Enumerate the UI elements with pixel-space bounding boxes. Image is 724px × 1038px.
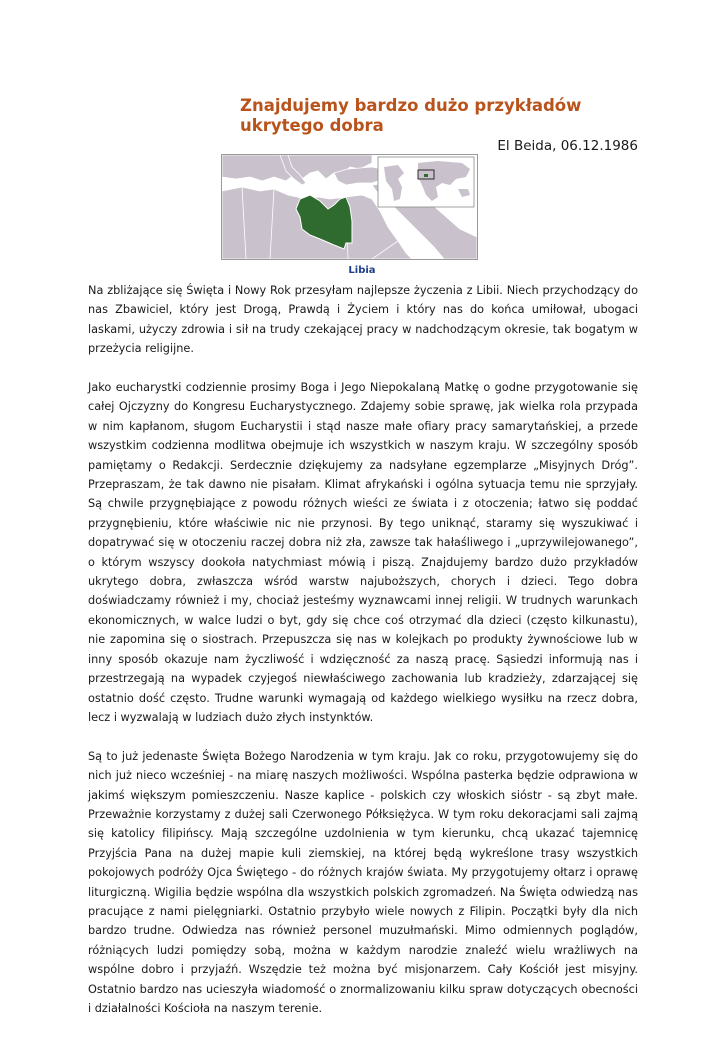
paragraph-3: Są to już jedenaste Święta Bożego Narodzenia w tym kraju. Jak co roku, przygotowujemy się do nich już nieco wcześniej - na miarę naszych możliwości. Wspólna pasterka będzie odprawiona w jakimś większym pomieszczeniu. Nasze kaplice - polskich czy włoskich sióstr - są zbyt małe. Przeważnie korzystamy z dużej sali Czerwonego Półksiężyca. W tym roku dekoracjami sali zajmą się katolicy filipińscy. Mają szczególne uzdolnienia w tym kierunku, chcą ukazać tajemnicę Przyjścia Pana na dużej mapie kuli ziemskiej, na której będą wykreślone trasy wszystkich pokojowych podróży Ojca Świętego - do różnych krajów świata. My przygotujemy ołtarz i oprawę liturgiczną. Wigilia będzie wspólna dla wszystkich polskich zgromadzeń. Na Święta odwiedzą nas pracujące z nami pielęgniarki. Ostatnio przybyło wiele nowych z Filipin. Początki były dla nich bardzo trudne. Odwiedza nas również personel muzułmański. Mimo odmiennych poglądów, różniących ludzi pomiędzy sobą, można w każdym narodzie znaleźć wielu wrażliwych na wspólne dobro i przyjaźń. Wszędzie też można być misjonarzem. Cały Kościół jest misyjny. Ostatnio bardzo nas ucieszyła wiadomość o znormalizowaniu kilku spraw dotyczących obecności i działalności Kościoła na naszym terenie. <box>88 749 638 1015</box>
map-graphic <box>222 155 477 259</box>
inset-libya-dot <box>424 174 428 177</box>
paragraph-1: Na zbliżające się Święta i Nowy Rok przesyłam najlepsze życzenia z Libii. Niech przychodzący do nas Zbawiciel, który jest Drogą, Prawdą i Życiem i który nas do końca umiłował, ubogaci laskami, użyczy zdrowia i sił na trudy czekającej pracy w nadchodzącym okresie, tak bogatym w przeżycia religijne. <box>88 284 638 356</box>
paragraph-2: Jako eucharystki codziennie prosimy Boga i Jego Niepokalaną Matkę o godne przygotowanie się całej Ojczyzny do Kongresu Eucharystycznego. Zdajemy sobie sprawę, jak wielka rola przypada w nim kapłanom, sługom Eucharystii i stąd nasze małe ofiary pracy samarytańskiej, a przede wszystkim codzienna modlitwa obejmuje ich wszystkich w naszym kraju. W szczególny sposób pamiętamy o Redakcji. Serdecznie dziękujemy za nadsyłane egzemplarze „Misyjnych Dróg”. Przepraszam, że tak dawno nie pisałam. Klimat afrykański i ogólna sytuacja temu nie sprzyjały. Są chwile przygnębiające z powodu różnych wieści ze świata i z otoczenia; łatwo się poddać przygnębieniu, które właściwie nic nie przynosi. By tego uniknąć, staramy się wyszukiwać i dopatrywać się w otoczeniu raczej dobra niż zła, zawsze tak hałaśliwego i „uprzywilejowanego”, o którym wszyscy dookoła natychmiast mówią i piszą. Znajdujemy bardzo dużo przykładów ukrytego dobra, zwłaszcza wśród warstw najuboższych, chorych i dzieci. Tego dobra doświadczamy również i my, chociaż jesteśmy wyznawcami innej religii. W trudnych warunkach ekonomicznych, w walce ludzi o byt, gdy się chce coś otrzymać dla dzieci (często kilkunastu), nie zapomina się o siostrach. Przepuszcza się nas w kolejkach po produkty żywnościowe lub w inny sposób okazuje nam życzliwość i wdzięczność za naszą pracę. Sąsiedzi informują nas i przestrzegają na wypadek czyjegoś niewłaściwego zachowania lub kradzieży, zdarzającej się ostatnio dość często. Trudne warunki wymagają od każdego wielkiego wysiłku na rzecz dobra, lecz i wyzwalają w ludziach dużo złych instynktów. <box>88 381 638 724</box>
map-caption: Libia <box>348 265 376 276</box>
article-body <box>88 281 638 1038</box>
place-date: El Beida, 06.12.1986 <box>497 138 638 154</box>
libya-locator-map <box>221 154 478 260</box>
article-title: Znajdujemy bardzo dużo przykładów ukrytego dobra <box>240 96 582 135</box>
